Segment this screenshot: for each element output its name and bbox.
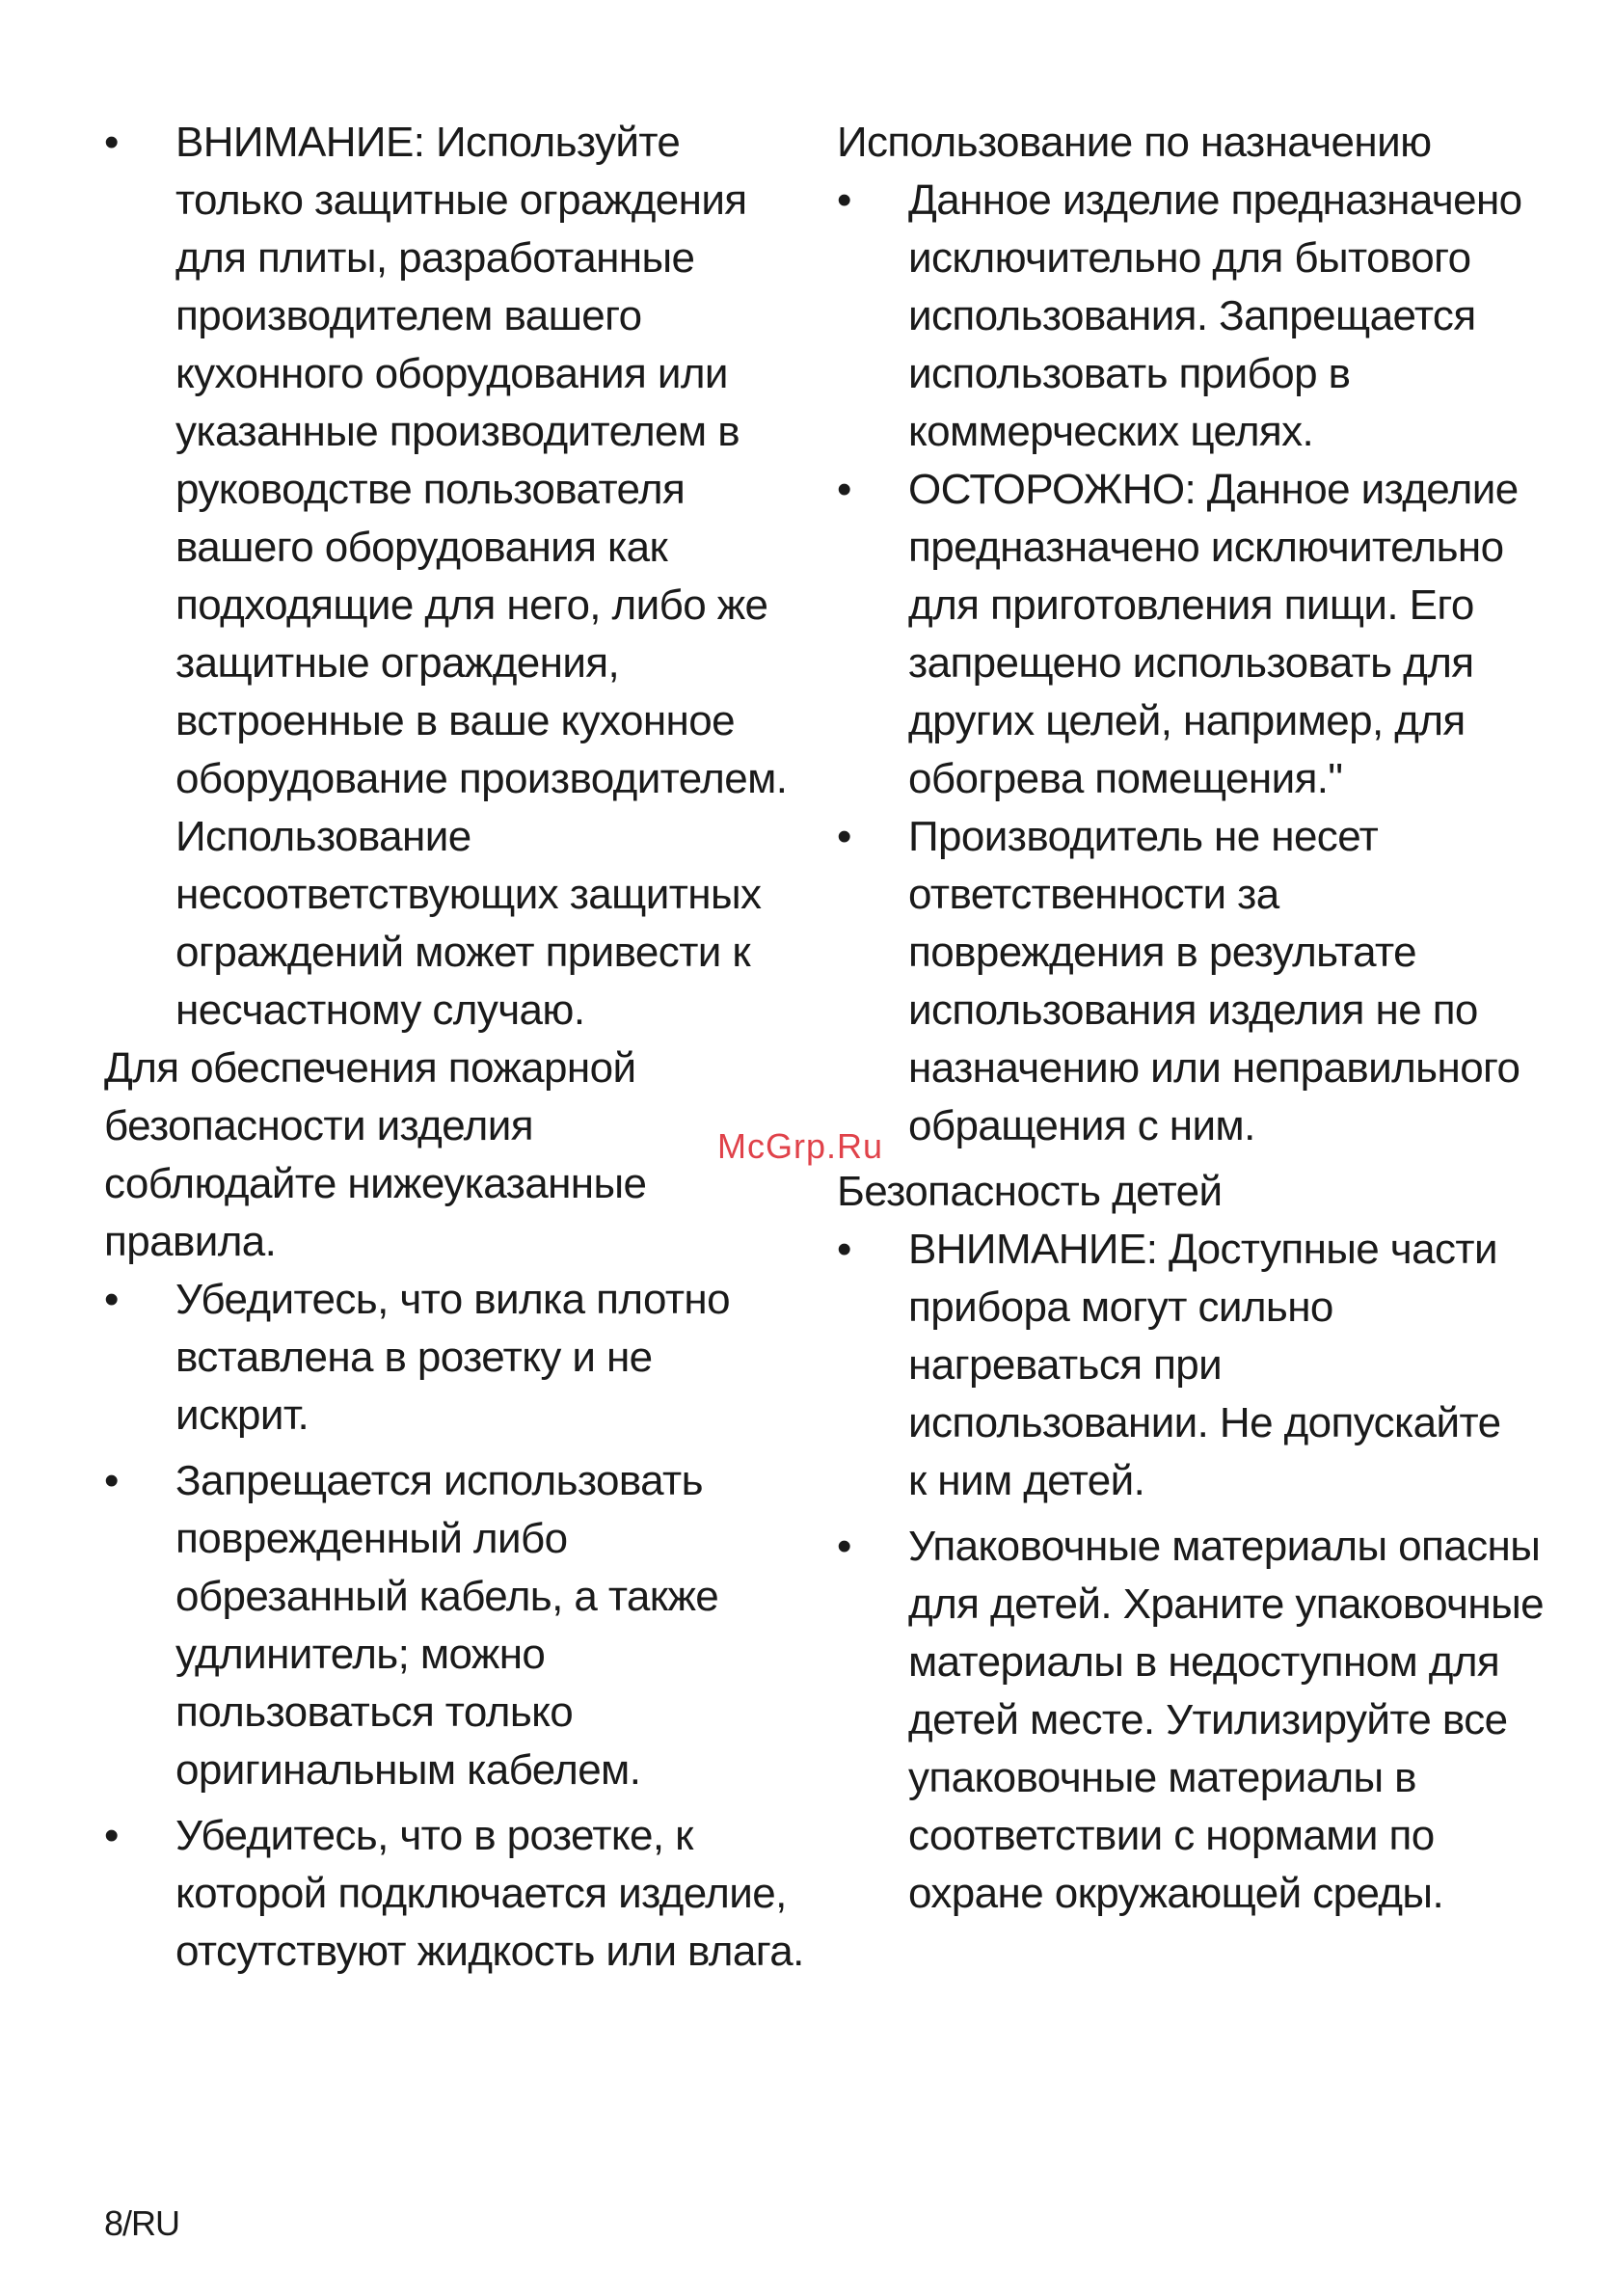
list-item-cable: • Запрещается использовать поврежденный либо обрезанный кабель, а также удлинитель; можно пользоваться только оригинальным кабелем. [104, 1452, 754, 1799]
list-item-hot-parts: • ВНИМАНИЕ: Доступные части прибора могут сильно нагреваться при использовании. Не допускайте к ним детей. [837, 1221, 1525, 1510]
list-item-manufacturer-liability: • Производитель не несет ответственности за повреждения в результате использования изделия не по назначению или неправильного обращения с ним. [837, 808, 1535, 1155]
list-item-household-use: • Данное изделие предназначено исключительно для бытового использования. Запрещается использовать прибор в коммерческих целях. [837, 172, 1564, 461]
list-item-packaging: • Упаковочные материалы опасны для детей. Храните упаковочные материалы в недоступном для детей месте. Утилизируйте все упаковочные материалы в соответствии с нормами по охране окружающей среды. [837, 1518, 1545, 1923]
right-column [837, 114, 1544, 1923]
list-item-caution-cooking: • ОСТОРОЖНО: Данное изделие предназначено исключительно для приготовления пищи. Его запрещено использовать для других целей, например, для обогрева помещения." [837, 461, 1525, 808]
section-heading-intended-use: Использование по назначению [837, 119, 1432, 166]
watermark-text: McGrp.Ru [717, 1126, 884, 1166]
section-heading-child-safety: Безопасность детей [837, 1168, 1223, 1215]
list-item-socket: • Убедитесь, что в розетке, к которой подключается изделие, отсутствуют жидкость или влага. [104, 1807, 812, 1981]
page-number: 8/RU [104, 2203, 180, 2243]
fire-safety-paragraph: Для обеспечения пожарной безопасности изделия соблюдайте нижеуказанные правила. [104, 1044, 647, 1265]
list-item-cooker-guards: • ВНИМАНИЕ: Используйте только защитные ограждения для плиты, разработанные производителем вашего кухонного оборудования или указанные производителем в руководстве пользователя вашего оборудования как подходящие для него, либо же защитные ограждения, встроенные в ваше кухонное оборудование производителем. Использование несоответствующих защитных ограждений может привести к несчастному случаю. [104, 114, 812, 1040]
left-column [104, 114, 818, 1981]
list-item-plug: • Убедитесь, что вилка плотно вставлена в розетку и не искрит. [104, 1271, 754, 1445]
